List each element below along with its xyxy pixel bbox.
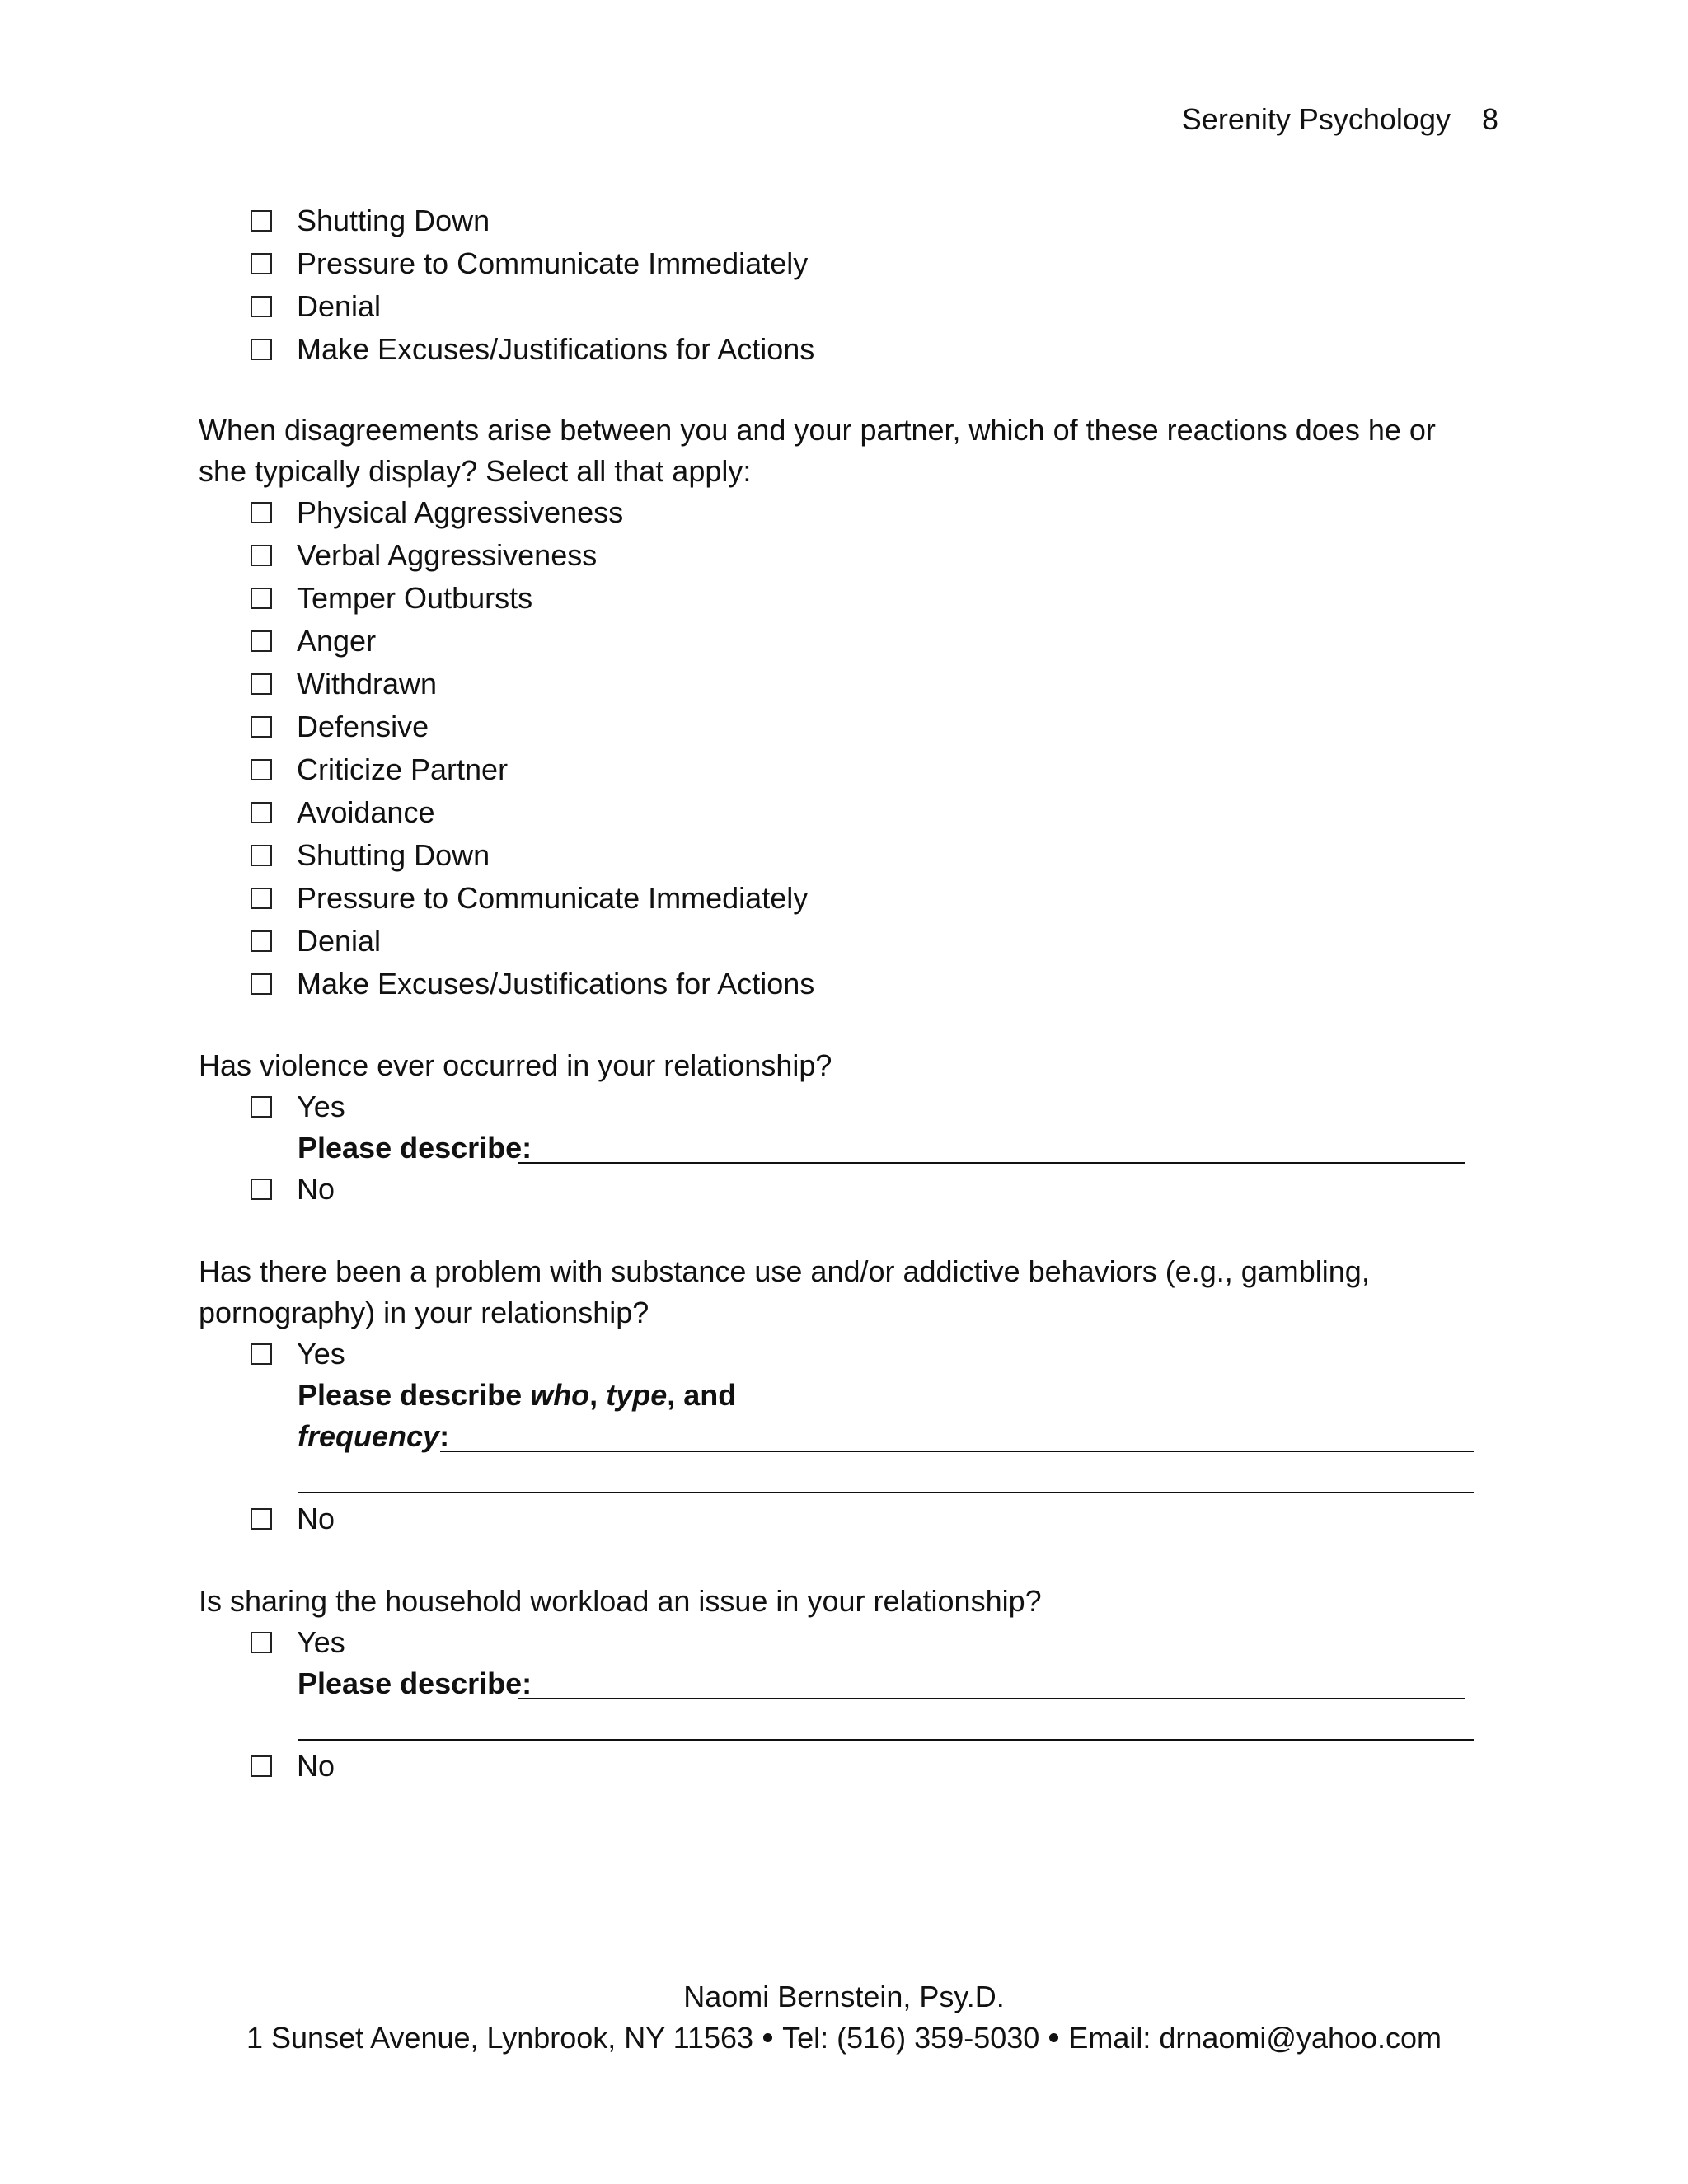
checkbox[interactable]	[251, 802, 272, 823]
checkbox[interactable]	[251, 588, 272, 609]
checkbox-item[interactable]	[251, 492, 623, 533]
describe-line[interactable]	[440, 1451, 1474, 1452]
describe-label: Please describe:	[298, 1131, 532, 1165]
describe-line-2[interactable]	[298, 1739, 1474, 1741]
describe-type: type	[606, 1378, 668, 1412]
checkbox-label: Avoidance	[297, 795, 435, 829]
checkbox-label: Shutting Down	[297, 204, 490, 237]
checkbox-item[interactable]	[251, 578, 532, 619]
checkbox[interactable]	[251, 759, 272, 780]
checkbox-label: Yes	[297, 1625, 345, 1659]
question-partner-reactions: When disagreements arise between you and your partner, which of these reactions does he or she typically display? Select all that apply:	[199, 413, 1436, 488]
checkbox-label: No	[297, 1749, 335, 1783]
describe-label: Please describe:	[298, 1666, 532, 1700]
checkbox[interactable]	[251, 210, 272, 232]
footer-address: 1 Sunset Avenue, Lynbrook, NY 11563	[246, 2021, 754, 2055]
footer-name: Naomi Bernstein, Psy.D.	[683, 1980, 1005, 2013]
checkbox-item[interactable]	[251, 329, 814, 370]
checkbox-item[interactable]	[251, 706, 429, 748]
checkbox[interactable]	[251, 973, 272, 995]
checkbox-item[interactable]	[251, 200, 490, 241]
checkbox-item[interactable]	[251, 921, 381, 962]
checkbox-label: Pressure to Communicate Immediately	[297, 246, 809, 280]
checkbox[interactable]	[251, 630, 272, 652]
question-substance-use: Has there been a problem with substance use and/or addictive behaviors (e.g., gambling, pornography) in your relationship?	[199, 1254, 1370, 1329]
footer-contact	[0, 2021, 1688, 2055]
checkbox-label: Verbal Aggressiveness	[297, 538, 598, 572]
checkbox[interactable]	[251, 296, 272, 317]
checkbox[interactable]	[251, 1755, 272, 1777]
checkbox-item[interactable]	[251, 878, 808, 919]
checkbox[interactable]	[251, 673, 272, 695]
checkbox-item[interactable]	[251, 963, 814, 1005]
checkbox-no[interactable]	[251, 1169, 335, 1210]
checkbox-label: Denial	[297, 924, 382, 958]
checkbox-item[interactable]	[251, 535, 597, 576]
checkbox-label: Anger	[297, 624, 377, 658]
describe-and: , and	[667, 1378, 737, 1412]
footer-tel: Tel: (516) 359-5030	[782, 2021, 1040, 2055]
checkbox-item[interactable]	[251, 663, 437, 705]
bullet-icon	[1049, 2033, 1058, 2042]
checkbox-label: Pressure to Communicate Immediately	[297, 881, 809, 915]
checkbox-label: Yes	[297, 1337, 345, 1371]
checkbox-label: Denial	[297, 289, 382, 323]
checkbox[interactable]	[251, 502, 272, 523]
describe-line[interactable]	[518, 1162, 1465, 1164]
bullet-icon	[763, 2033, 772, 2042]
describe-who: who	[530, 1378, 590, 1412]
checkbox[interactable]	[251, 1096, 272, 1118]
checkbox-item[interactable]	[251, 621, 376, 662]
checkbox-item[interactable]	[251, 243, 808, 284]
checkbox[interactable]	[251, 339, 272, 360]
checkbox-yes[interactable]	[251, 1333, 345, 1375]
checkbox-label: No	[297, 1172, 335, 1206]
page-number: 8	[1481, 102, 1498, 136]
checkbox[interactable]	[251, 1632, 272, 1653]
checkbox-label: Defensive	[297, 710, 429, 743]
describe-label-cont	[298, 1416, 449, 1457]
checkbox[interactable]	[251, 253, 272, 274]
checkbox-yes[interactable]	[251, 1086, 345, 1127]
checkbox-label: Shutting Down	[297, 838, 490, 872]
describe-line-2[interactable]	[298, 1492, 1474, 1493]
describe-label	[298, 1375, 736, 1416]
checkbox[interactable]	[251, 930, 272, 952]
header-org: Serenity Psychology	[1181, 102, 1451, 136]
describe-lead: Please describe	[298, 1378, 531, 1412]
describe-comma: ,	[589, 1378, 607, 1412]
describe-colon: :	[439, 1419, 450, 1453]
checkbox-label: Make Excuses/Justifications for Actions	[297, 332, 815, 366]
page-header	[1182, 102, 1498, 137]
checkbox-label: Temper Outbursts	[297, 581, 533, 615]
checkbox-item[interactable]	[251, 749, 508, 790]
checkbox[interactable]	[251, 545, 272, 566]
checkbox-label: Yes	[297, 1090, 345, 1123]
checkbox-no[interactable]	[251, 1498, 335, 1540]
checkbox-item[interactable]	[251, 792, 434, 833]
checkbox-no[interactable]	[251, 1746, 335, 1787]
checkbox[interactable]	[251, 1179, 272, 1200]
checkbox-item[interactable]	[251, 835, 490, 876]
checkbox-yes[interactable]	[251, 1622, 345, 1663]
checkbox-item[interactable]	[251, 286, 381, 327]
checkbox[interactable]	[251, 1508, 272, 1530]
footer-email: Email: drnaomi@yahoo.com	[1068, 2021, 1442, 2055]
checkbox-label: Physical Aggressiveness	[297, 495, 624, 529]
checkbox-label: Withdrawn	[297, 667, 438, 701]
checkbox-label: Make Excuses/Justifications for Actions	[297, 967, 815, 1001]
checkbox[interactable]	[251, 1343, 272, 1365]
checkbox-label: No	[297, 1502, 335, 1535]
describe-line[interactable]	[518, 1698, 1465, 1699]
checkbox[interactable]	[251, 845, 272, 866]
describe-frequency: frequency	[298, 1419, 440, 1453]
question-household-workload: Is sharing the household workload an issue in your relationship?	[199, 1584, 1042, 1618]
checkbox[interactable]	[251, 888, 272, 909]
question-violence: Has violence ever occurred in your relationship?	[199, 1048, 832, 1082]
checkbox-label: Criticize Partner	[297, 752, 509, 786]
checkbox[interactable]	[251, 716, 272, 738]
